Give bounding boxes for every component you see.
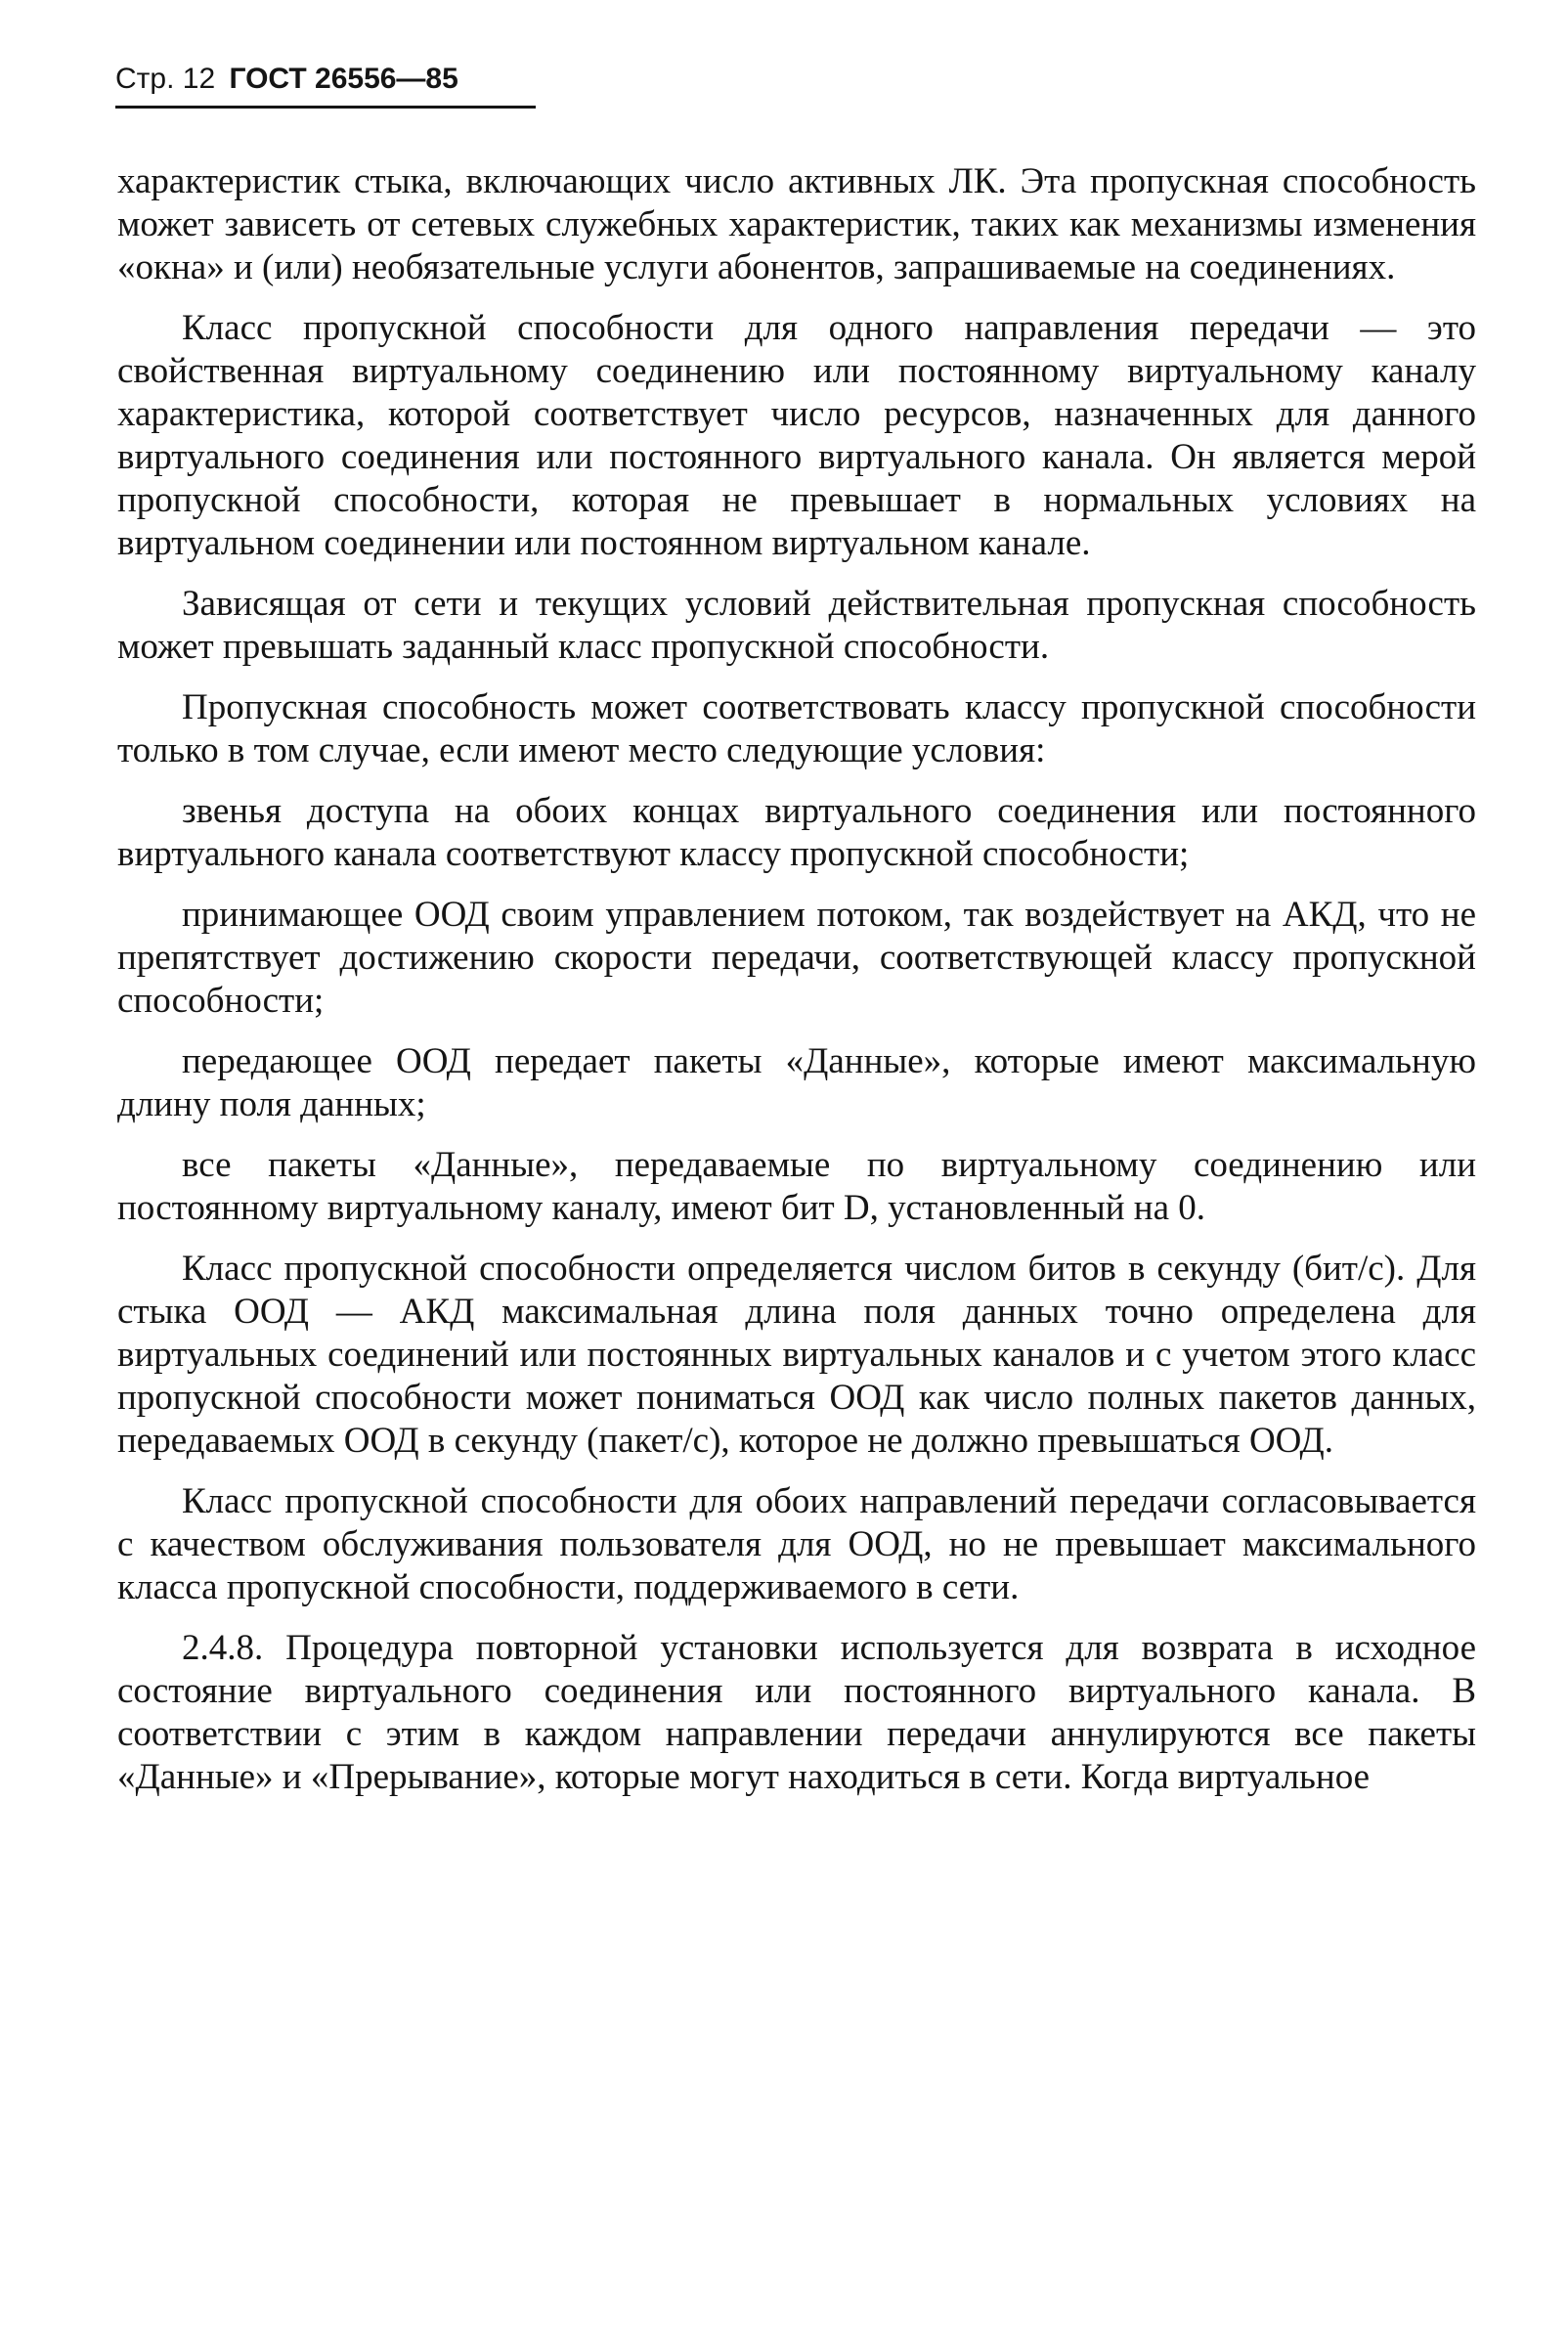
- paragraph: Класс пропускной способности определяется числом битов в секунду (бит/с). Для стыка ООД — АКД максимальная длина поля данных точно определена для виртуальных соединений или постоянных виртуальных каналов и с учетом этого класс пропускной способности может пониматься ООД как число полных пакетов данных, передаваемых ООД в секунду (пакет/с), которое не должно превышаться ООД.: [117, 1249, 1476, 1461]
- section-paragraph: 2.4.8. Процедура повторной установки используется для возврата в исходное состояние виртуального соединения или постоянного виртуального канала. В соответствии с этим в каждом направлении передачи аннулируются все пакеты «Данные» и «Прерывание», которые могут находиться в сети. Когда виртуальное: [117, 1628, 1476, 1797]
- paragraph: Пропускная способность может соответствовать классу пропускной способности только в том случае, если имеют место следующие условия:: [117, 687, 1476, 770]
- list-item: звенья доступа на обоих концах виртуального соединения или постоянного виртуального канала соответствуют классу пропускной способности;: [117, 791, 1476, 874]
- header-rule: [115, 106, 536, 109]
- body-text: [117, 160, 1476, 1817]
- paragraph: Зависящая от сети и текущих условий действительная пропускная способность может превышать заданный класс пропускной способности.: [117, 584, 1476, 667]
- paragraph: характеристик стыка, включающих число активных ЛК. Эта пропускная способность может зависеть от сетевых служебных характеристик, таких как механизмы изменения «окна» и (или) необязательные услуги абонентов, запрашиваемые на соединениях.: [117, 161, 1476, 287]
- standard-designation: ГОСТ 26556—85: [229, 63, 458, 95]
- list-item: передающее ООД передает пакеты «Данные», которые имеют максимальную длину поля данных;: [117, 1041, 1476, 1124]
- page-number: Стр. 12: [115, 63, 216, 95]
- list-item: принимающее ООД своим управлением потоком, так воздействует на АКД, что не препятствует достижению скорости передачи, соответствующей классу пропускной способности;: [117, 895, 1476, 1021]
- paragraph: Класс пропускной способности для одного направления передачи — это свойственная виртуальному соединению или постоянному виртуальному каналу характеристика, которой соответствует число ресурсов, назначенных для данного виртуального соединения или постоянного виртуального канала. Он является мерой пропускной способности, которая не превышает в нормальных условиях на виртуальном соединении или постоянном виртуальном канале.: [117, 308, 1476, 563]
- paragraph: Класс пропускной способности для обоих направлений передачи согласовывается с качеством обслуживания пользователя для ООД, но не превышает максимального класса пропускной способности, поддерживаемого в сети.: [117, 1481, 1476, 1607]
- page-header: [115, 65, 458, 94]
- list-item: все пакеты «Данные», передаваемые по виртуальному соединению или постоянному виртуальному каналу, имеют бит D, установленный на 0.: [117, 1145, 1476, 1228]
